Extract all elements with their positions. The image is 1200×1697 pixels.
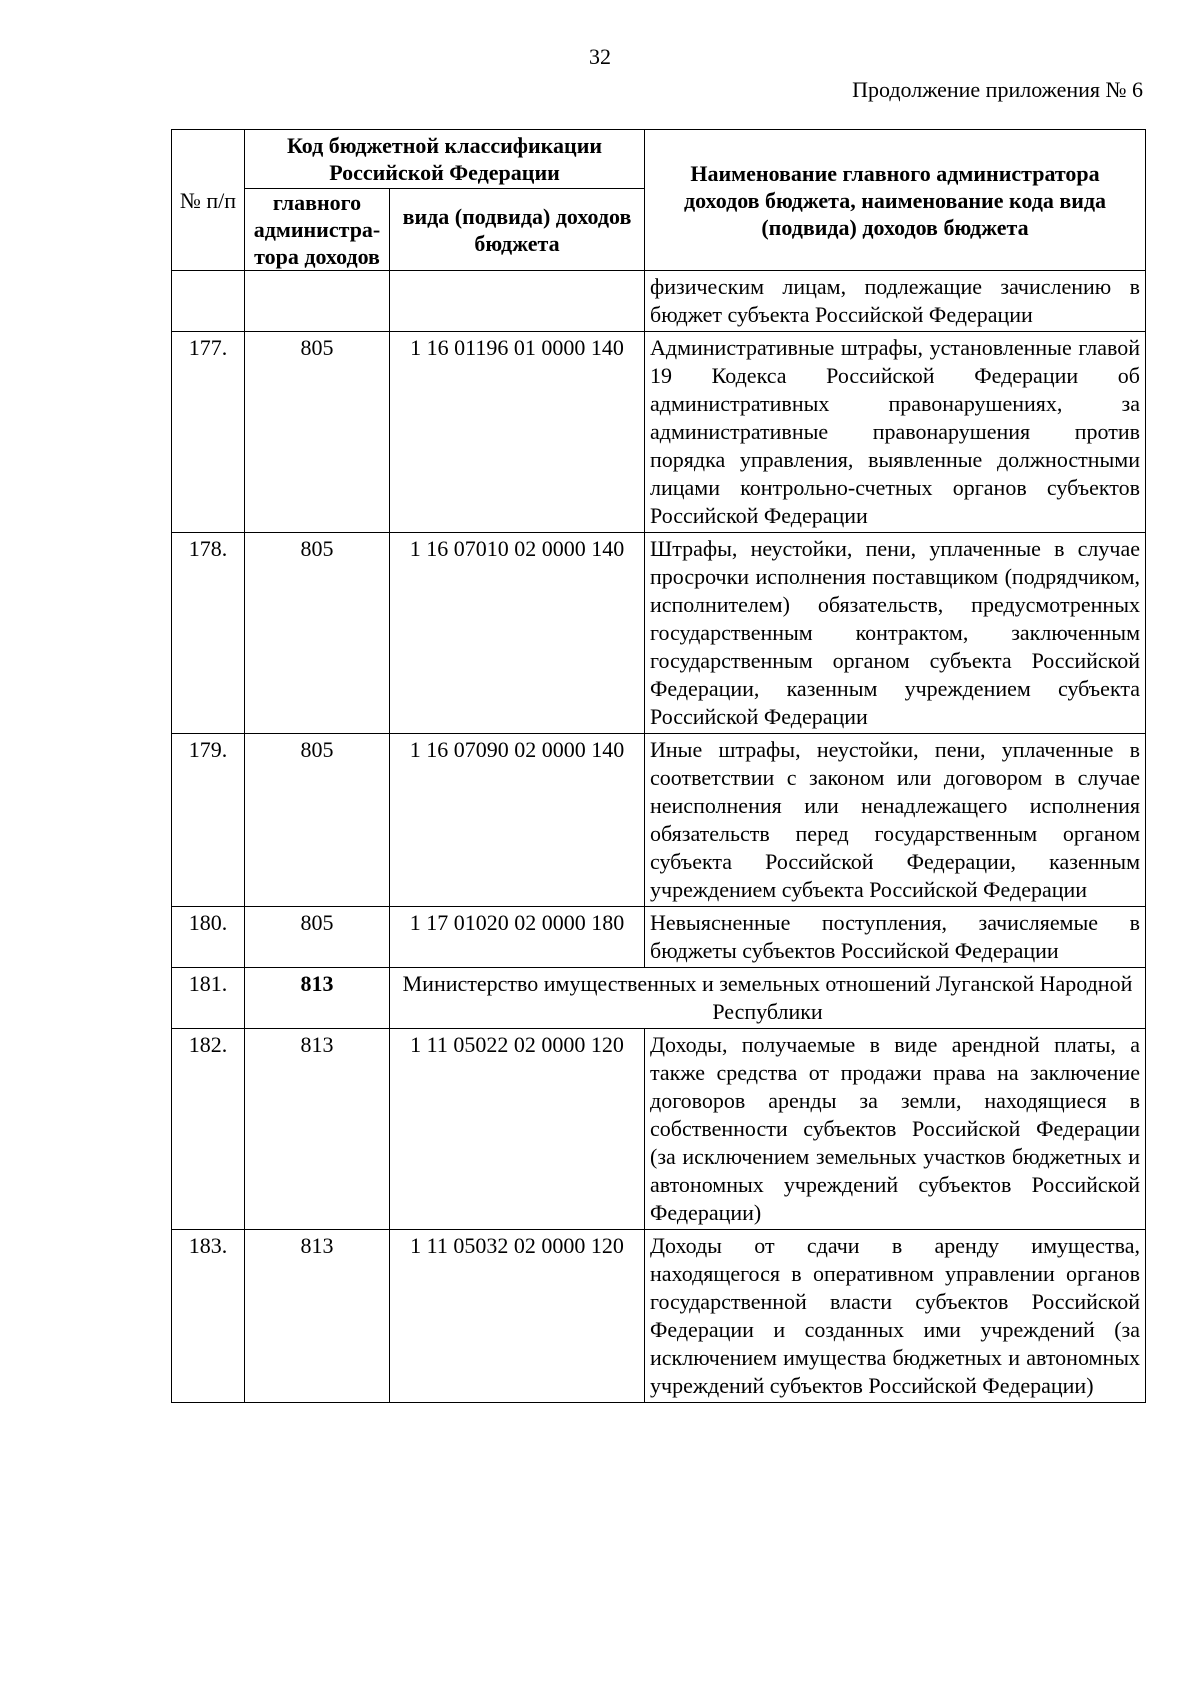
row-number: 178. bbox=[172, 533, 245, 734]
administrator-code: 805 bbox=[245, 907, 390, 968]
header-administrator-code: главного администра-тора доходов bbox=[245, 189, 390, 271]
revenue-description: Доходы, получаемые в виде арендной платы, а также средства от продажи права на заключение договоров аренды за земли, находящиеся в собственности субъектов Российской Федерации (за исключением земельных участков бюджетных и автономных учреждений субъектов Российской Федерации) bbox=[645, 1029, 1146, 1230]
row-number: 180. bbox=[172, 907, 245, 968]
header-row-number: № п/п bbox=[172, 130, 245, 271]
table-row bbox=[172, 533, 1146, 734]
revenue-code: 1 11 05022 02 0000 120 bbox=[390, 1029, 645, 1230]
administrator-code: 813 bbox=[245, 1230, 390, 1403]
revenue-description: физическим лицам, подлежащие зачислению в бюджет субъекта Российской Федерации bbox=[645, 271, 1146, 332]
header-revenue-type-code: вида (подвида) доходов бюджета bbox=[390, 189, 645, 271]
administrator-code: 813 bbox=[245, 968, 390, 1029]
administrator-code: 805 bbox=[245, 734, 390, 907]
revenue-code: 1 16 07090 02 0000 140 bbox=[390, 734, 645, 907]
header-administrator-name: Наименование главного администратора доходов бюджета, наименование кода вида (подвида) доходов бюджета bbox=[645, 130, 1146, 271]
table-row bbox=[172, 271, 1146, 332]
row-number: 177. bbox=[172, 332, 245, 533]
row-number: 182. bbox=[172, 1029, 245, 1230]
revenue-code: 1 17 01020 02 0000 180 bbox=[390, 907, 645, 968]
administrator-code bbox=[245, 271, 390, 332]
row-number bbox=[172, 271, 245, 332]
revenue-description: Доходы от сдачи в аренду имущества, находящегося в оперативном управлении органов государственной власти субъектов Российской Федерации и созданных ими учреждений (за исключением имущества бюджетных и автономных учреждений субъектов Российской Федерации) bbox=[645, 1230, 1146, 1403]
budget-classification-table bbox=[171, 129, 1146, 1403]
header-budget-code-group: Код бюджетной классификации Российской Федерации bbox=[245, 130, 645, 189]
row-number: 181. bbox=[172, 968, 245, 1029]
page-number: 32 bbox=[589, 44, 611, 69]
revenue-description: Административные штрафы, установленные главой 19 Кодекса Российской Федерации об административных правонарушениях, за административные правонарушения против порядка управления, выявленные должностными лицами контрольно-счетных органов субъектов Российской Федерации bbox=[645, 332, 1146, 533]
table-row-ministry bbox=[172, 968, 1146, 1029]
ministry-name: Министерство имущественных и земельных отношений Луганской Народной Республики bbox=[390, 968, 1146, 1029]
table-row bbox=[172, 1230, 1146, 1403]
revenue-code bbox=[390, 271, 645, 332]
table-row bbox=[172, 1029, 1146, 1230]
table-row bbox=[172, 907, 1146, 968]
administrator-code: 805 bbox=[245, 533, 390, 734]
row-number: 183. bbox=[172, 1230, 245, 1403]
revenue-description: Штрафы, неустойки, пени, уплаченные в случае просрочки исполнения поставщиком (подрядчиком, исполнителем) обязательств, предусмотренных государственным контрактом, заключенным государственным органом субъекта Российской Федерации, казенным учреждением субъекта Российской Федерации bbox=[645, 533, 1146, 734]
revenue-code: 1 11 05032 02 0000 120 bbox=[390, 1230, 645, 1403]
revenue-description: Иные штрафы, неустойки, пени, уплаченные в соответствии с законом или договором в случае неисполнения или ненадлежащего исполнения обязательств перед государственным органом субъекта Российской Федерации, казенным учреждением субъекта Российской Федерации bbox=[645, 734, 1146, 907]
revenue-code: 1 16 01196 01 0000 140 bbox=[390, 332, 645, 533]
appendix-continuation-note: Продолжение приложения № 6 bbox=[852, 77, 1143, 102]
administrator-code: 813 bbox=[245, 1029, 390, 1230]
table-row bbox=[172, 332, 1146, 533]
administrator-code: 805 bbox=[245, 332, 390, 533]
revenue-code: 1 16 07010 02 0000 140 bbox=[390, 533, 645, 734]
table-row bbox=[172, 734, 1146, 907]
row-number: 179. bbox=[172, 734, 245, 907]
revenue-description: Невыясненные поступления, зачисляемые в бюджеты субъектов Российской Федерации bbox=[645, 907, 1146, 968]
